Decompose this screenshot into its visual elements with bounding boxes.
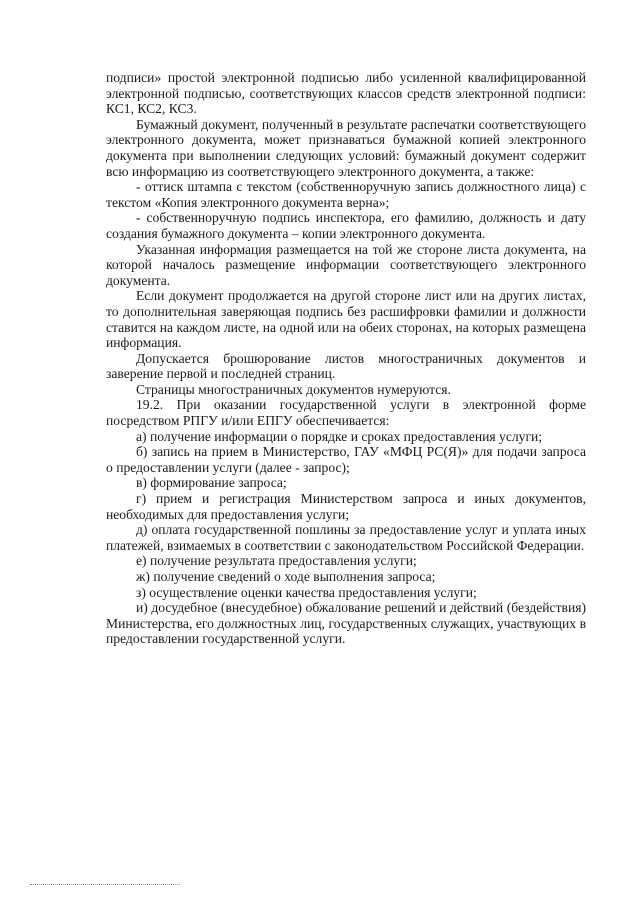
document-body <box>106 70 586 647</box>
paragraph: б) запись на прием в Министерство, ГАУ «МФЦ РС(Я)» для подачи запроса о предоставлении услуги (далее - запрос); <box>106 444 586 475</box>
paragraph: - собственноручную подпись инспектора, его фамилию, должность и дату создания бумажного документа – копии электронного документа. <box>106 210 586 241</box>
paragraph: Указанная информация размещается на той же стороне листа документа, на которой началось размещение информации соответствующего электронного документа. <box>106 241 586 288</box>
paragraph: подписи» простой электронной подписью либо усиленной квалифицированной электронной подписью, соответствующих классов средств электронной подписи: КС1, КС2, КС3. <box>106 70 586 117</box>
paragraph: Бумажный документ, полученный в результате распечатки соответствующего электронного документа, может признаваться бумажной копией электронного документа при выполнении следующих условий: бумажный документ содержит всю информацию из соответствующего электронного документа, а также: <box>106 116 586 179</box>
paragraph: Если документ продолжается на другой стороне лист или на других листах, то дополнительная заверяющая подпись без расшифровки фамилии и должности ставится на каждом листе, на одной или на обеих сторонах, на которых размещена информация. <box>106 288 586 351</box>
paragraph: Допускается брошюрование листов многостраничных документов и заверение первой и последней страниц. <box>106 350 586 382</box>
paragraph: г) прием и регистрация Министерством запроса и иных документов, необходимых для предоставления услуги; <box>106 491 586 522</box>
paragraph: а) получение информации о порядке и сроках предоставления услуги; <box>136 428 543 444</box>
paragraph: в) формирование запроса; <box>136 475 287 491</box>
paragraph: е) получение результата предоставления услуги; <box>136 553 417 569</box>
paragraph: д) оплата государственной пошлины за предоставление услуг и уплата иных платежей, взимаемых в соответствии с законодательством Российской Федерации. <box>106 522 586 553</box>
footer-dotted-rule <box>30 884 180 885</box>
paragraph: - оттиск штампа с текстом (собственноручную запись должностного лица) с текстом «Копия электронного документа верна»; <box>106 179 586 210</box>
paragraph: Страницы многостраничных документов нумеруются. <box>136 381 451 397</box>
paragraph: ж) получение сведений о ходе выполнения запроса; <box>136 569 436 584</box>
paragraph: 19.2. При оказании государственной услуги в электронной форме посредством РПГУ и/или ЕПГУ обеспечивается: <box>106 397 586 429</box>
paragraph: и) досудебное (внесудебное) обжалование решений и действий (бездействия) Министерства, его должностных лиц, государственных служащих, участвующих в предоставлении государственной услуги. <box>106 600 586 647</box>
paragraph: з) осуществление оценки качества предоставления услуги; <box>136 584 477 600</box>
